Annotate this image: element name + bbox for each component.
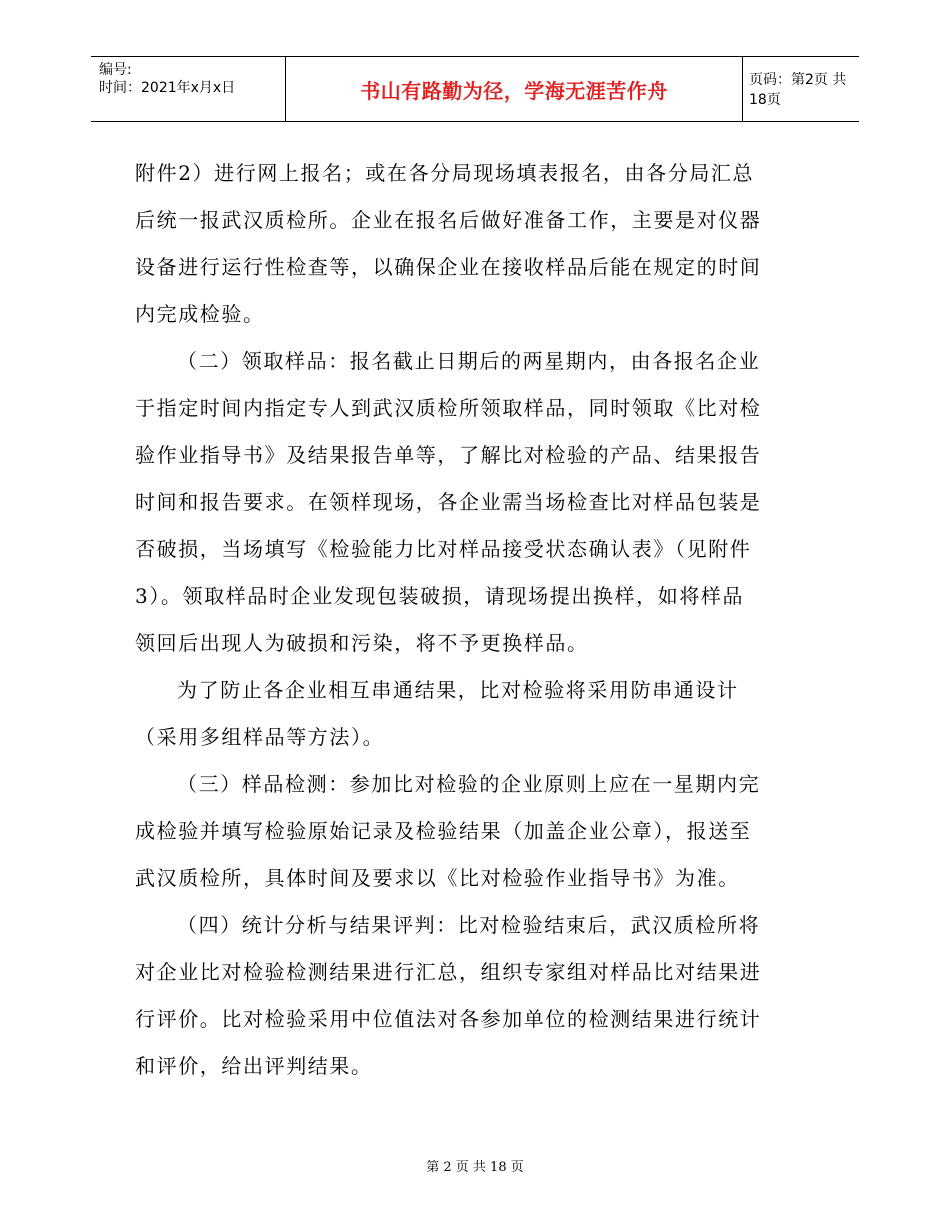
page-footer: 第 2 页 共 18 页 (426, 1160, 524, 1175)
header-page-info: 页码：第2页 共18页 (749, 72, 847, 108)
body-line: （三）样品检测：参加比对检验的企业原则上应在一星期内完 (177, 772, 761, 796)
body-line: 对企业比对检验检测结果进行汇总，组织专家组对样品比对结果进 (135, 960, 762, 984)
body-line: 成检验并填写检验原始记录及检验结果（加盖企业公章），报送至 (135, 819, 752, 843)
document-time-label: 时间：2021年x月x日 (99, 80, 236, 96)
header-meta (99, 61, 235, 97)
body-line: 内完成检验。 (135, 302, 265, 326)
body-line: 验作业指导书》及结果报告单等，了解比对检验的产品、结果报告 (135, 443, 762, 467)
body-line: 否破损，当场填写《检验能力比对样品接受状态确认表》（见附件 (135, 537, 752, 561)
body-line: （二）领取样品：报名截止日期后的两星期内，由各报名企业 (177, 349, 761, 373)
body-line: 和评价，给出评判结果。 (135, 1054, 373, 1078)
body-line: 时间和报告要求。在领样现场，各企业需当场检查比对样品包装是 (135, 490, 762, 514)
page-header (91, 56, 859, 122)
body-line: 附件2）进行网上报名；或在各分局现场填表报名，由各分局汇总 (135, 161, 755, 185)
header-motto: 书山有路勤为径，学海无涯苦作舟 (285, 57, 743, 121)
body-line: 后统一报武汉质检所。企业在报名后做好准备工作，主要是对仪器 (135, 208, 762, 232)
body-line: 于指定时间内指定专人到武汉质检所领取样品，同时领取《比对检 (135, 396, 762, 420)
body-line: 领回后出现人为破损和污染，将不予更换样品。 (135, 631, 589, 655)
body-line: （采用多组样品等方法）。 (135, 725, 385, 749)
body-line: 行评价。比对检验采用中位值法对各参加单位的检测结果进行统计 (135, 1007, 762, 1031)
document-number-label: 编号: (99, 62, 132, 78)
body-line: 设备进行运行性检查等，以确保企业在接收样品后能在规定的时间 (135, 255, 762, 279)
body-line: （四）统计分析与结果评判：比对检验结束后，武汉质检所将 (177, 913, 761, 937)
body-line: 3）。领取样品时企业发现包装破损，请现场提出换样，如将样品 (135, 584, 745, 608)
body-line: 武汉质检所，具体时间及要求以《比对检验作业指导书》为准。 (135, 866, 740, 890)
body-line: 为了防止各企业相互串通结果，比对检验将采用防串通设计 (177, 678, 739, 702)
